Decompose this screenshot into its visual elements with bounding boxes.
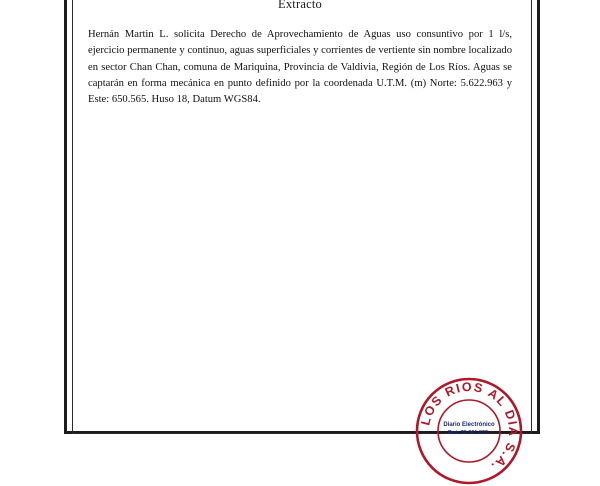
extract-paragraph: Hernán Martin L. solicita Derecho de Aprovechamiento de Aguas uso consuntivo por 1 l/s, ejercicio permanente y continuo, aguas superficiales y corrientes de vertiente sin nombre localizado en sector Chan Chan, comuna de Mariquina, Provincia de Valdivia, Región de Los Ríos. Aguas se captarán en forma mecánica en punto definido por la coordenada U.T.M. (m) Norte: 5.622.963 y Este: 650.565. Huso 18, Datum WGS84. <box>88 29 512 106</box>
seal-ring-text: LOS RIOS AL DIA S.A. <box>418 379 521 475</box>
seal-line-1: Diario Electrónico <box>443 422 495 428</box>
seal-line-2: Rut: 76.361.832- <box>448 430 490 436</box>
document-title: Extracto <box>278 0 322 11</box>
company-seal-stamp <box>414 376 524 486</box>
